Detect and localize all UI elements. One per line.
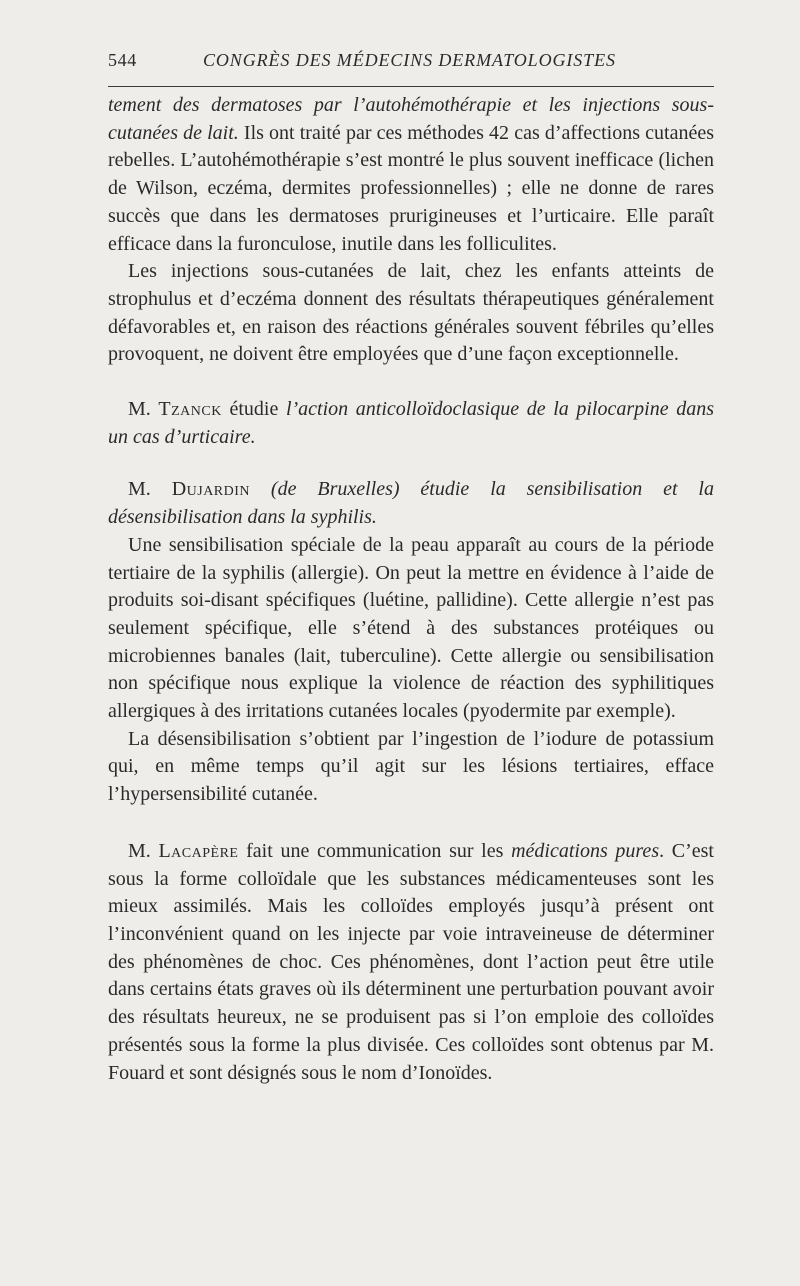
paragraph-desensibilisation — [108, 726, 714, 809]
paragraph-sensibilisation — [108, 532, 714, 726]
author-name-dujardin: Dujardin — [171, 478, 251, 501]
paragraph-text: fait une communication sur les — [238, 839, 512, 862]
paragraph-text-continued: . C’est sous la forme colloïdale que les substances médicamenteuses sont les mieux assimilés. Mais les colloïdes employés jusqu’à présent ont l’inconvénient quand on les injecte par voie intraveineuse de déterminer des phénomènes de choc. Ces phénomènes, dont l’action peut être utile dans certains états graves où ils déterminent une perturbation pouvant avoir des résultats heureux, ne se produisent pas si l’on emploie des colloïdes présentés sous la forme la plus divisée. Ces colloïdes sont obtenus par M. Fouard et sont désignés sous le nom d’Ionoïdes. — [108, 839, 714, 1084]
paragraph-lacapere — [108, 838, 714, 1087]
header-rule — [108, 86, 714, 87]
paragraph-italic-title: (de Bruxelles) étudie la sensibilisation et la désensibilisation dans la syphilis. — [108, 478, 714, 529]
paragraph-italic-title: médications pures — [511, 839, 660, 862]
running-title: CONGRÈS DES MÉDECINS DERMATOLOGISTES — [203, 50, 616, 70]
paragraph-autohemotherapy — [108, 92, 714, 258]
paragraph-prefix: M. — [128, 478, 172, 501]
paragraph-italic-title: l’action anticolloïdoclasique de la pilocarpine dans un cas d’urticaire. — [108, 398, 714, 448]
paragraph-prefix: M. — [128, 839, 159, 862]
author-name-lacapere: Lacapère — [158, 839, 239, 862]
author-name-tzanck: Tzanck — [158, 398, 222, 421]
paragraph-prefix: M. — [128, 398, 159, 421]
body-text — [108, 92, 714, 1087]
paragraph-dujardin — [108, 476, 714, 531]
running-head — [108, 50, 714, 76]
paragraph-text: Les injections sous-cutanées de lait, chez les enfants atteints de strophulus et d’eczéma donnent des résultats thérapeutiques généralement défavorables et, en raison des réactions générales souvent fébriles qu’elles provoquent, ne doivent être employées que d’une façon exceptionnelle. — [108, 260, 714, 366]
paragraph-italic-lead: tement des dermatoses par l’autohémothérapie et les injections sous-cutanées de lait. — [108, 94, 714, 144]
paragraph-text: Une sensibilisation spéciale de la peau apparaît au cours de la période tertiaire de la syphilis (allergie). On peut la mettre en évidence à l’aide de produits soi-disant spécifiques (luétine, pallidine). Cette allergie n’est pas seulement spécifique, elle s’étend à des substances protéiques ou microbiennes banales (lait, tuberculine). Cette allergie ou sensibilisation non spécifique nous explique la violence de réaction des syphilitiques allergiques à des irritations cutanées locales (pyodermite par exemple). — [108, 533, 714, 723]
paragraph-text: Ils ont traité par ces méthodes 42 cas d’affections cutanées rebelles. L’autohémothérapie s’est montré le plus souvent inefficace (lichen de Wilson, eczéma, dermites professionnelles) ; elle ne donne de rares succès que dans les dermatoses prurigineuses et l’urticaire. Elle paraît efficace dans la furonculose, inutile dans les folliculites. — [108, 121, 714, 255]
page-number: 544 — [108, 50, 137, 70]
paragraph-milk-injections — [108, 258, 714, 369]
paragraph-text: La désensibilisation s’obtient par l’ingestion de l’iodure de potassium qui, en même temps qu’il agit sur les lésions tertiaires, efface l’hypersensibilité cutanée. — [108, 727, 714, 806]
paragraph-tzanck — [108, 396, 714, 451]
paragraph-verb: étudie — [221, 398, 286, 421]
